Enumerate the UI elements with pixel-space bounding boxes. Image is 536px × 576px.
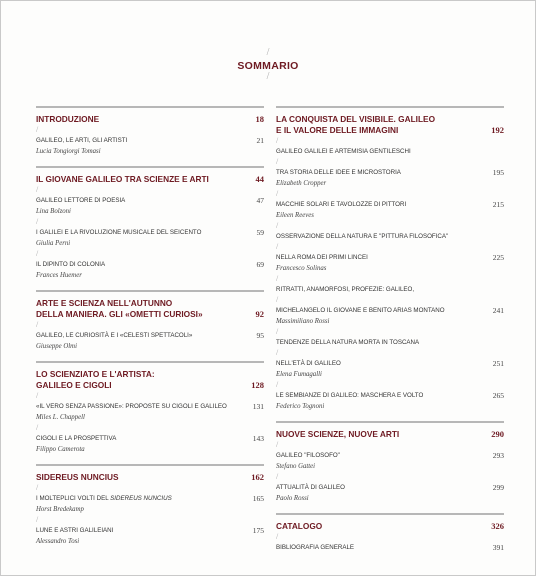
toc-entry: [276, 542, 504, 553]
toc-entry: [276, 390, 504, 412]
entry-title: GALILEO, LE ARTI, GLI ARTISTI: [36, 137, 128, 144]
section-page-number: 192: [491, 125, 504, 135]
slash-divider: /: [36, 483, 39, 492]
entry-title: GALILEO GALILEI E ARTEMISIA GENTILESCHI: [276, 148, 411, 155]
entry-title: IL DIPINTO DI COLONIA: [36, 261, 106, 268]
entry-page-number: 165: [252, 494, 264, 503]
section-page-number: 44: [255, 174, 264, 184]
entry-page-number: 131: [252, 402, 264, 411]
toc-section: [276, 106, 504, 412]
toc-section: [36, 290, 264, 352]
entry-title: LE SEMBIANZE DI GALILEO: MASCHERA E VOLTO: [276, 392, 424, 399]
entry-title: GALILEO "FILOSOFO": [276, 452, 340, 459]
section-title-line: ARTE E SCIENZA NELL'AUTUNNO: [36, 298, 173, 308]
section-title-line: NUOVE SCIENZE, NUOVE ARTI: [276, 429, 400, 439]
slash-divider: /: [276, 242, 279, 251]
page-title: SOMMARIO: [237, 60, 299, 72]
entry-author: Lucia Tongiorgi Tomasi: [36, 148, 101, 155]
slash-divider: /: [276, 327, 279, 336]
toc-entry: [36, 401, 264, 423]
entry-author: Horst Bredekamp: [36, 506, 84, 513]
toc-entry: [36, 493, 264, 515]
slash-divider: /: [36, 320, 39, 329]
slash-divider: /: [276, 440, 279, 449]
toc-entry: [276, 231, 504, 242]
toc-entry: [276, 450, 504, 472]
toc-entry: [36, 259, 264, 281]
section-heading: [36, 114, 264, 125]
toc-entry: [36, 525, 264, 547]
entry-author: Alessandro Tosi: [36, 538, 80, 545]
entry-page-number: 69: [256, 260, 264, 269]
section-title-line: E IL VALORE DELLE IMMAGINI: [276, 125, 399, 135]
slash-divider: /: [36, 249, 39, 258]
entry-title: CIGOLI E LA PROSPETTIVA: [36, 435, 117, 442]
entry-page-number: 265: [492, 391, 504, 400]
entry-author: Giuseppe Olmi: [36, 343, 77, 350]
entry-page-number: 241: [492, 306, 504, 315]
entry-title: ATTUALITÀ DI GALILEO: [276, 484, 345, 491]
entry-title: GALILEO LETTORE DI POESIA: [36, 197, 126, 204]
header-slash: /: [266, 71, 270, 82]
entry-page-number: 95: [256, 331, 264, 340]
toc-entry: [276, 305, 504, 327]
entry-page-number: 21: [256, 136, 264, 145]
toc-section: [276, 421, 504, 504]
slash-divider: /: [276, 348, 279, 357]
section-title-line: LO SCIENZIATO E L'ARTISTA:: [36, 369, 155, 379]
entry-page-number: 215: [492, 200, 504, 209]
entry-page-number: 47: [256, 196, 264, 205]
toc-section: [276, 513, 504, 553]
slash-divider: /: [36, 391, 39, 400]
entry-author: Francesco Solinas: [276, 265, 327, 272]
slash-divider: /: [36, 185, 39, 194]
slash-divider: /: [276, 189, 279, 198]
slash-divider: /: [276, 472, 279, 481]
entry-page-number: 293: [492, 451, 504, 460]
slash-divider: /: [276, 295, 279, 304]
entry-title: TENDENZE DELLA NATURA MORTA IN TOSCANA: [276, 339, 420, 346]
toc-section: [36, 106, 264, 157]
entry-title: GALILEO, LE CURIOSITÀ E I «CELESTI SPETTACOLI»: [36, 332, 193, 339]
toc-section: [36, 361, 264, 455]
entry-page-number: 299: [492, 483, 504, 492]
entry-page-number: 391: [492, 543, 504, 552]
slash-divider: /: [36, 125, 39, 134]
entry-title: OSSERVAZIONE DELLA NATURA E "PITTURA FILOSOFICA": [276, 233, 449, 240]
toc-entry: [276, 284, 504, 295]
section-page-number: 326: [491, 521, 504, 531]
slash-divider: /: [276, 157, 279, 166]
entry-title: TRA STORIA DELLE IDEE E MICROSTORIA: [276, 169, 401, 176]
toc-entry: [276, 482, 504, 504]
entry-title: «IL VERO SENZA PASSIONE»: PROPOSTE SU CIGOLI E GALILEO: [36, 403, 227, 410]
entry-author: Paolo Rossi: [276, 495, 309, 502]
entry-title: I GALILEI E LA RIVOLUZIONE MUSICALE DEL SEICENTO: [36, 229, 202, 236]
section-page-number: 290: [491, 429, 504, 439]
entry-title: NELL'ETÀ DI GALILEO: [276, 360, 341, 367]
page-header: [0, 48, 536, 82]
entry-author: Stefano Gattei: [276, 463, 316, 470]
toc-entry: [276, 146, 504, 157]
slash-divider: /: [36, 515, 39, 524]
entry-author: Federico Tognoni: [276, 403, 325, 410]
left-column: [36, 106, 264, 547]
toc-entry: [36, 135, 264, 157]
toc-entry: [276, 199, 504, 221]
section-heading: [276, 429, 504, 440]
section-title-line: INTRODUZIONE: [36, 114, 100, 124]
section-page-number: 18: [255, 114, 264, 124]
toc-entry: [276, 252, 504, 274]
section-title-line: SIDEREUS NUNCIUS: [36, 472, 119, 482]
entry-title: I MOLTEPLICI VOLTI DEL SIDEREUS NUNCIUS: [36, 495, 172, 502]
entry-author: Massimiliano Rossi: [276, 318, 330, 325]
entry-title: LUNE E ASTRI GALILEIANI: [36, 527, 114, 534]
entry-author: Lina Bolzoni: [36, 208, 71, 215]
section-heading: [36, 472, 264, 483]
slash-divider: /: [276, 380, 279, 389]
header-slash: /: [266, 47, 270, 58]
toc-entry: [276, 358, 504, 380]
entry-author: Eileen Reeves: [276, 212, 314, 219]
section-title-line: GALILEO E CIGOLI: [36, 380, 112, 390]
right-column: [276, 106, 504, 553]
entry-author: Filippo Camerota: [36, 446, 85, 453]
section-title-line: IL GIOVANE GALILEO TRA SCIENZE E ARTI: [36, 174, 209, 184]
section-heading: [36, 298, 264, 320]
slash-divider: /: [36, 423, 39, 432]
slash-divider: /: [276, 532, 279, 541]
entry-author: Miles L. Chappell: [36, 414, 85, 421]
section-heading: [36, 174, 264, 185]
section-page-number: 92: [255, 309, 264, 319]
entry-title-italic: SIDEREUS NUNCIUS: [110, 495, 172, 502]
entry-title: RITRATTI, ANAMORFOSI, PROFEZIE: GALILEO,: [276, 286, 415, 293]
slash-divider: /: [276, 274, 279, 283]
slash-divider: /: [276, 136, 279, 145]
section-page-number: 162: [251, 472, 264, 482]
entry-author: Giulia Perni: [36, 240, 71, 247]
entry-author: Frances Huemer: [36, 272, 82, 279]
entry-page-number: 195: [492, 168, 504, 177]
entry-page-number: 175: [252, 526, 264, 535]
entry-page-number: 251: [492, 359, 504, 368]
entry-title: MICHELANGELO IL GIOVANE E BENITO ARIAS MONTANO: [276, 307, 445, 314]
entry-author: Elena Fumagalli: [276, 371, 322, 378]
entry-title: BIBLIOGRAFIA GENERALE: [276, 544, 355, 551]
section-heading: [36, 369, 264, 391]
section-title-line: CATALOGO: [276, 521, 323, 531]
section-page-number: 128: [251, 380, 264, 390]
entry-page-number: 143: [252, 434, 264, 443]
toc-section: [36, 166, 264, 281]
toc-entry: [36, 195, 264, 217]
toc-entry: [36, 330, 264, 352]
entry-title: MACCHIE SOLARI E TAVOLOZZE DI PITTORI: [276, 201, 407, 208]
toc-entry: [276, 337, 504, 348]
section-heading: [276, 521, 504, 532]
entry-page-number: 225: [492, 253, 504, 262]
toc-entry: [276, 167, 504, 189]
section-title-line: LA CONQUISTA DEL VISIBILE. GALILEO: [276, 114, 436, 124]
slash-divider: /: [276, 221, 279, 230]
entry-page-number: 59: [256, 228, 264, 237]
toc-entry: [36, 227, 264, 249]
slash-divider: /: [36, 217, 39, 226]
entry-author: Elizabeth Cropper: [276, 180, 327, 187]
section-heading: [276, 114, 504, 136]
entry-title: NELLA ROMA DEI PRIMI LINCEI: [276, 254, 368, 261]
toc-section: [36, 464, 264, 547]
section-title-line: DELLA MANIERA. GLI «OMETTI CURIOSI»: [36, 309, 203, 319]
toc-entry: [36, 433, 264, 455]
